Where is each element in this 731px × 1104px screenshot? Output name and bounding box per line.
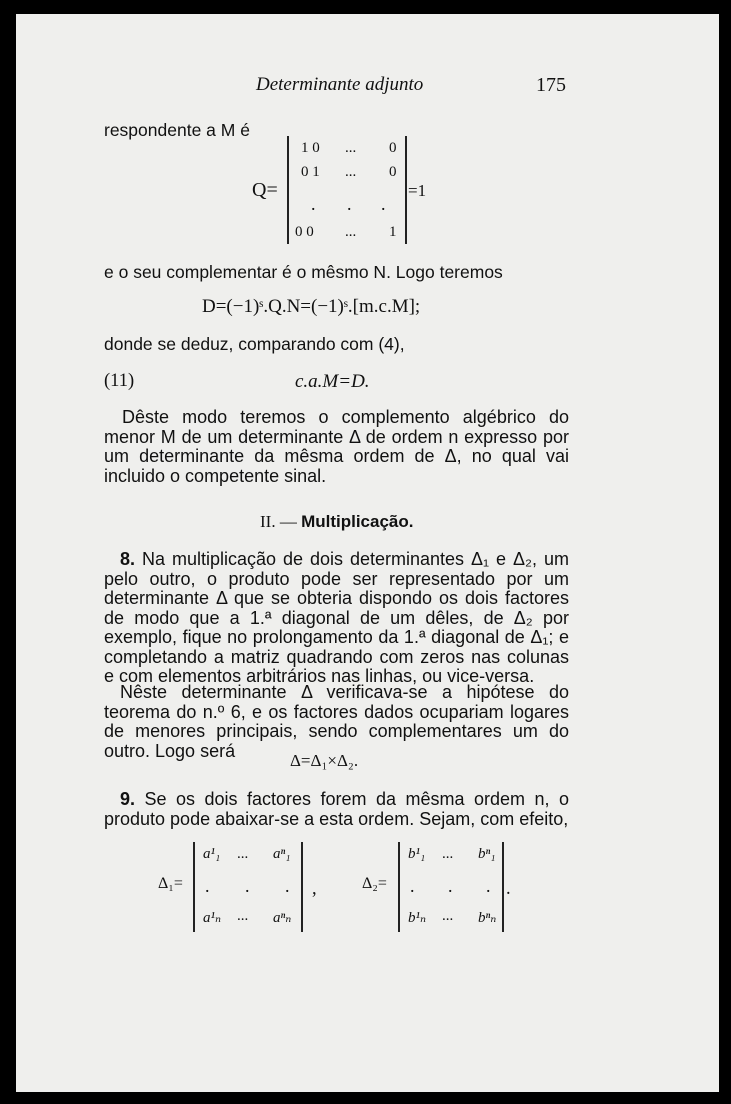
paragraph-9: [104, 790, 569, 829]
delta1-label: Δ₁=: [158, 875, 183, 892]
d1-r2-c2: .: [245, 876, 250, 896]
q-r2-c1: 0 1: [301, 164, 320, 180]
det-separator: ,: [312, 879, 317, 899]
text-line-complementar: e o seu complementar é o mêsmo N. Logo teremos: [104, 262, 503, 282]
q-result: =1: [408, 181, 427, 200]
d1-r3-c3: aⁿₙ: [273, 910, 292, 926]
paragraph-9-text: Se os dois factores forem da mêsma ordem n, o produto pode abaixar-se a esta ordem. Sejam, com efeito,: [104, 789, 569, 829]
d2-r1-c2: ...: [442, 846, 454, 862]
q-r3-c1: .: [311, 194, 316, 214]
paragraph-complemento: Dêste modo teremos o complemento algébrico do menor M de um determinante Δ de ordem n expresso por um determinante da mêsma ordem de Δ, no qual vai incluido o competente sinal.: [104, 407, 569, 486]
text-line-donde: donde se deduz, comparando com (4),: [104, 334, 405, 354]
paragraph-8-continued: Nêste determinante Δ verificava-se a hipótese do teorema do n.º 6, e os factores dados ocupariam logares de menores principais, sendo complementares um do outro. Logo será: [104, 682, 569, 761]
scan-border-right: [719, 0, 731, 1104]
q-r4-c3: 1: [389, 224, 397, 240]
d2-r2-c3: .: [486, 876, 491, 896]
equation-11: c.a.M=D.: [295, 371, 370, 392]
equation-11-label: (11): [104, 371, 135, 391]
scan-border-bottom: [0, 1092, 731, 1104]
scan-border-top: [0, 0, 731, 14]
q-r3-c3: .: [381, 194, 386, 214]
delta2-determinant: [398, 842, 504, 932]
q-r3-c2: .: [347, 194, 352, 214]
q-r1-c2: ...: [345, 140, 357, 156]
q-label: Q=: [252, 179, 278, 201]
d1-r3-c1: a¹ₙ: [203, 910, 222, 926]
section-title: Multiplicação.: [301, 512, 414, 531]
q-r4-c2: ...: [345, 224, 357, 240]
d1-r2-c3: .: [285, 876, 290, 896]
d2-r3-c1: b¹ₙ: [408, 910, 427, 926]
d1-r1-c3: aⁿ₁: [273, 846, 291, 862]
running-title: Determinante adjunto: [256, 74, 424, 95]
q-determinant: [287, 136, 407, 244]
d2-r3-c3: bⁿₙ: [478, 910, 497, 926]
section-heading: [260, 512, 414, 532]
d1-r1-c2: ...: [237, 846, 249, 862]
d2-r2-c2: .: [448, 876, 453, 896]
q-r4-c1: 0 0: [295, 224, 314, 240]
q-r1-c1: 1 0: [301, 140, 320, 156]
d1-r1-c1: a¹₁: [203, 846, 221, 862]
section-number: II. —: [260, 512, 297, 531]
q-r2-c2: ...: [345, 164, 357, 180]
scan-border-left: [0, 0, 16, 1104]
d1-r3-c2: ...: [237, 908, 249, 924]
q-r2-c3: 0: [389, 164, 397, 180]
equation-d: D=(−1)ˢ.Q.N=(−1)ˢ.[m.c.M];: [202, 296, 421, 317]
d2-r2-c1: .: [410, 876, 415, 896]
paragraph-8: [104, 550, 569, 687]
text-line-respondente: respondente a M é: [104, 120, 250, 140]
paragraph-8-text: Na multiplicação de dois determinantes Δ₁ e Δ₂, um pelo outro, o produto pode ser representado por um determinante Δ que se obteria dispondo os dois factores de modo que a 1.ª diagonal de um dêles, de Δ₂ por exemplo, fique no prolongamento da 1.ª diagonal de Δ₁; e completando a matriz quadrando com zeros nas colunas e com elementos arbitrários nas linhas, ou vice-versa.: [104, 549, 569, 686]
delta1-determinant: [193, 842, 303, 932]
d2-r1-c1: b¹₁: [408, 846, 426, 862]
delta2-label: Δ₂=: [362, 875, 387, 892]
paragraph-9-number: 9.: [120, 789, 136, 809]
page-number: 175: [536, 74, 566, 96]
d1-r2-c1: .: [205, 876, 210, 896]
equation-product: Δ=Δ₁×Δ₂.: [290, 751, 359, 770]
det-end-period: .: [506, 879, 511, 899]
d2-r3-c2: ...: [442, 908, 454, 924]
d2-r1-c3: bⁿ₁: [478, 846, 496, 862]
paragraph-8-number: 8.: [120, 549, 136, 569]
q-r1-c3: 0: [389, 140, 397, 156]
